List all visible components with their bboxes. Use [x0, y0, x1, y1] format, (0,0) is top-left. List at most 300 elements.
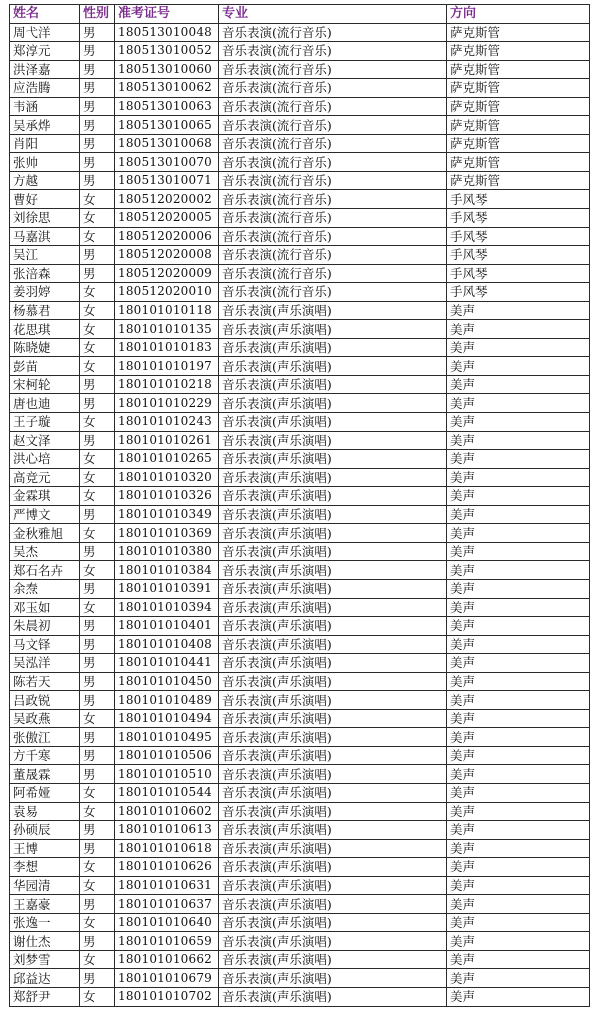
cell-exam-id: 180101010394 [115, 598, 219, 617]
cell-name: 吴江 [10, 246, 80, 265]
cell-direction: 美声 [447, 746, 590, 765]
cell-gender: 女 [80, 227, 115, 246]
header-major: 专业 [219, 5, 447, 24]
cell-major: 音乐表演(声乐演唱) [219, 561, 447, 580]
cell-gender: 男 [80, 672, 115, 691]
table-row [10, 746, 590, 765]
cell-exam-id: 180101010450 [115, 672, 219, 691]
table-row [10, 672, 590, 691]
cell-direction: 手风琴 [447, 209, 590, 228]
cell-major: 音乐表演(声乐演唱) [219, 858, 447, 877]
cell-major: 音乐表演(声乐演唱) [219, 672, 447, 691]
cell-direction: 美声 [447, 987, 590, 1006]
cell-direction: 美声 [447, 431, 590, 450]
table-row [10, 246, 590, 265]
cell-major: 音乐表演(声乐演唱) [219, 691, 447, 710]
cell-exam-id: 180101010510 [115, 765, 219, 784]
table-row [10, 227, 590, 246]
cell-name: 张帅 [10, 153, 80, 172]
cell-gender: 男 [80, 839, 115, 858]
cell-direction: 美声 [447, 858, 590, 877]
cell-direction: 美声 [447, 969, 590, 988]
cell-exam-id: 180513010063 [115, 97, 219, 116]
cell-direction: 手风琴 [447, 190, 590, 209]
table-row [10, 357, 590, 376]
cell-name: 宋柯轮 [10, 375, 80, 394]
cell-direction: 美声 [447, 598, 590, 617]
cell-major: 音乐表演(声乐演唱) [219, 320, 447, 339]
table-row [10, 320, 590, 339]
cell-major: 音乐表演(声乐演唱) [219, 969, 447, 988]
cell-gender: 女 [80, 858, 115, 877]
cell-name: 赵文泽 [10, 431, 80, 450]
cell-name: 郑舒尹 [10, 987, 80, 1006]
cell-name: 吴政燕 [10, 709, 80, 728]
table-row [10, 468, 590, 487]
cell-name: 邓玉如 [10, 598, 80, 617]
cell-exam-id: 180513010068 [115, 134, 219, 153]
table-row [10, 783, 590, 802]
cell-gender: 男 [80, 60, 115, 79]
cell-name: 彭苗 [10, 357, 80, 376]
table-header [10, 5, 590, 24]
table-row [10, 561, 590, 580]
cell-direction: 美声 [447, 320, 590, 339]
cell-major: 音乐表演(声乐演唱) [219, 579, 447, 598]
table-row [10, 709, 590, 728]
cell-major: 音乐表演(流行音乐) [219, 134, 447, 153]
cell-major: 音乐表演(声乐演唱) [219, 802, 447, 821]
cell-exam-id: 180101010702 [115, 987, 219, 1006]
cell-major: 音乐表演(声乐演唱) [219, 357, 447, 376]
cell-direction: 美声 [447, 468, 590, 487]
cell-exam-id: 180101010544 [115, 783, 219, 802]
table-row [10, 524, 590, 543]
cell-exam-id: 180101010408 [115, 635, 219, 654]
cell-name: 吕政锐 [10, 691, 80, 710]
cell-gender: 女 [80, 913, 115, 932]
table-row [10, 153, 590, 172]
cell-name: 朱晨初 [10, 617, 80, 636]
cell-name: 周弋洋 [10, 23, 80, 42]
cell-gender: 男 [80, 505, 115, 524]
cell-direction: 手风琴 [447, 264, 590, 283]
table-row [10, 821, 590, 840]
table-row [10, 635, 590, 654]
cell-name: 华园清 [10, 876, 80, 895]
candidate-list-document [9, 4, 589, 1007]
cell-major: 音乐表演(声乐演唱) [219, 783, 447, 802]
table-row [10, 987, 590, 1006]
table-row [10, 338, 590, 357]
cell-gender: 女 [80, 413, 115, 432]
cell-exam-id: 180101010349 [115, 505, 219, 524]
cell-exam-id: 180101010118 [115, 301, 219, 320]
cell-gender: 男 [80, 116, 115, 135]
cell-major: 音乐表演(声乐演唱) [219, 895, 447, 914]
header-gender: 性别 [80, 5, 115, 24]
cell-gender: 男 [80, 42, 115, 61]
table-row [10, 691, 590, 710]
cell-direction: 美声 [447, 802, 590, 821]
cell-major: 音乐表演(流行音乐) [219, 79, 447, 98]
cell-gender: 男 [80, 635, 115, 654]
table-row [10, 913, 590, 932]
cell-gender: 男 [80, 375, 115, 394]
cell-direction: 美声 [447, 709, 590, 728]
cell-name: 张傲江 [10, 728, 80, 747]
cell-gender: 男 [80, 246, 115, 265]
table-row [10, 97, 590, 116]
cell-major: 音乐表演(流行音乐) [219, 209, 447, 228]
table-body [10, 23, 590, 1006]
cell-exam-id: 180101010391 [115, 579, 219, 598]
cell-exam-id: 180512020008 [115, 246, 219, 265]
cell-major: 音乐表演(声乐演唱) [219, 431, 447, 450]
cell-name: 王子璇 [10, 413, 80, 432]
cell-gender: 女 [80, 338, 115, 357]
cell-major: 音乐表演(声乐演唱) [219, 765, 447, 784]
cell-exam-id: 180101010384 [115, 561, 219, 580]
cell-exam-id: 180101010369 [115, 524, 219, 543]
cell-exam-id: 180101010662 [115, 950, 219, 969]
cell-gender: 女 [80, 561, 115, 580]
cell-gender: 男 [80, 932, 115, 951]
table-row [10, 617, 590, 636]
cell-major: 音乐表演(声乐演唱) [219, 728, 447, 747]
cell-exam-id: 180513010060 [115, 60, 219, 79]
cell-direction: 萨克斯管 [447, 60, 590, 79]
cell-major: 音乐表演(流行音乐) [219, 264, 447, 283]
cell-direction: 美声 [447, 876, 590, 895]
cell-name: 余焘 [10, 579, 80, 598]
cell-major: 音乐表演(流行音乐) [219, 116, 447, 135]
cell-gender: 男 [80, 79, 115, 98]
cell-name: 郑石名卉 [10, 561, 80, 580]
table-row [10, 950, 590, 969]
cell-major: 音乐表演(流行音乐) [219, 246, 447, 265]
cell-gender: 女 [80, 876, 115, 895]
table-row [10, 450, 590, 469]
cell-exam-id: 180101010218 [115, 375, 219, 394]
cell-major: 音乐表演(声乐演唱) [219, 542, 447, 561]
cell-name: 洪泽嘉 [10, 60, 80, 79]
cell-exam-id: 180512020005 [115, 209, 219, 228]
table-row [10, 301, 590, 320]
cell-exam-id: 180513010071 [115, 171, 219, 190]
cell-major: 音乐表演(声乐演唱) [219, 950, 447, 969]
cell-gender: 男 [80, 654, 115, 673]
cell-exam-id: 180101010320 [115, 468, 219, 487]
cell-direction: 美声 [447, 783, 590, 802]
table-row [10, 876, 590, 895]
cell-major: 音乐表演(声乐演唱) [219, 654, 447, 673]
cell-direction: 美声 [447, 950, 590, 969]
table-row [10, 23, 590, 42]
cell-direction: 萨克斯管 [447, 23, 590, 42]
cell-major: 音乐表演(声乐演唱) [219, 450, 447, 469]
cell-name: 花思琪 [10, 320, 80, 339]
table-row [10, 413, 590, 432]
cell-exam-id: 180512020009 [115, 264, 219, 283]
cell-gender: 女 [80, 709, 115, 728]
cell-major: 音乐表演(流行音乐) [219, 97, 447, 116]
cell-major: 音乐表演(声乐演唱) [219, 987, 447, 1006]
cell-direction: 美声 [447, 617, 590, 636]
cell-exam-id: 180101010197 [115, 357, 219, 376]
cell-name: 阿希娅 [10, 783, 80, 802]
cell-gender: 女 [80, 950, 115, 969]
cell-direction: 美声 [447, 821, 590, 840]
cell-name: 韦涵 [10, 97, 80, 116]
cell-major: 音乐表演(声乐演唱) [219, 876, 447, 895]
cell-direction: 美声 [447, 505, 590, 524]
cell-name: 吴杰 [10, 542, 80, 561]
cell-name: 刘徐思 [10, 209, 80, 228]
header-row [10, 5, 590, 24]
cell-name: 董晟霖 [10, 765, 80, 784]
cell-direction: 美声 [447, 932, 590, 951]
cell-direction: 美声 [447, 579, 590, 598]
cell-exam-id: 180101010380 [115, 542, 219, 561]
cell-exam-id: 180101010506 [115, 746, 219, 765]
cell-direction: 美声 [447, 375, 590, 394]
table-row [10, 171, 590, 190]
cell-direction: 美声 [447, 765, 590, 784]
cell-name: 王嘉豪 [10, 895, 80, 914]
cell-exam-id: 180513010052 [115, 42, 219, 61]
cell-direction: 美声 [447, 394, 590, 413]
cell-exam-id: 180101010613 [115, 821, 219, 840]
cell-gender: 女 [80, 283, 115, 302]
cell-exam-id: 180101010602 [115, 802, 219, 821]
cell-exam-id: 180101010489 [115, 691, 219, 710]
cell-name: 王博 [10, 839, 80, 858]
cell-exam-id: 180512020006 [115, 227, 219, 246]
header-exam-id: 准考证号 [115, 5, 219, 24]
cell-direction: 萨克斯管 [447, 153, 590, 172]
cell-major: 音乐表演(声乐演唱) [219, 839, 447, 858]
cell-direction: 美声 [447, 728, 590, 747]
table-row [10, 190, 590, 209]
cell-major: 音乐表演(流行音乐) [219, 42, 447, 61]
cell-name: 洪心培 [10, 450, 80, 469]
table-row [10, 858, 590, 877]
cell-direction: 美声 [447, 542, 590, 561]
cell-major: 音乐表演(声乐演唱) [219, 338, 447, 357]
cell-direction: 美声 [447, 895, 590, 914]
cell-direction: 美声 [447, 913, 590, 932]
cell-name: 郑淳元 [10, 42, 80, 61]
table-row [10, 765, 590, 784]
cell-direction: 美声 [447, 839, 590, 858]
candidate-table [9, 4, 590, 1007]
cell-direction: 美声 [447, 635, 590, 654]
cell-major: 音乐表演(声乐演唱) [219, 709, 447, 728]
cell-exam-id: 180101010640 [115, 913, 219, 932]
cell-exam-id: 180101010626 [115, 858, 219, 877]
cell-major: 音乐表演(流行音乐) [219, 283, 447, 302]
cell-major: 音乐表演(声乐演唱) [219, 487, 447, 506]
table-row [10, 802, 590, 821]
cell-name: 邱益达 [10, 969, 80, 988]
cell-gender: 男 [80, 579, 115, 598]
table-row [10, 839, 590, 858]
cell-gender: 男 [80, 691, 115, 710]
cell-name: 金霖琪 [10, 487, 80, 506]
cell-gender: 男 [80, 97, 115, 116]
header-name: 姓名 [10, 5, 80, 24]
table-row [10, 394, 590, 413]
cell-gender: 女 [80, 524, 115, 543]
cell-gender: 男 [80, 746, 115, 765]
cell-direction: 美声 [447, 561, 590, 580]
cell-major: 音乐表演(声乐演唱) [219, 413, 447, 432]
cell-exam-id: 180101010495 [115, 728, 219, 747]
cell-direction: 美声 [447, 672, 590, 691]
cell-name: 谢仕杰 [10, 932, 80, 951]
cell-name: 方越 [10, 171, 80, 190]
cell-major: 音乐表演(流行音乐) [219, 227, 447, 246]
cell-major: 音乐表演(声乐演唱) [219, 617, 447, 636]
cell-exam-id: 180101010183 [115, 338, 219, 357]
table-row [10, 505, 590, 524]
cell-direction: 萨克斯管 [447, 42, 590, 61]
table-row [10, 654, 590, 673]
cell-exam-id: 180513010065 [115, 116, 219, 135]
cell-gender: 男 [80, 617, 115, 636]
table-row [10, 542, 590, 561]
cell-exam-id: 180513010048 [115, 23, 219, 42]
cell-gender: 男 [80, 23, 115, 42]
cell-name: 高竞元 [10, 468, 80, 487]
cell-gender: 女 [80, 987, 115, 1006]
cell-exam-id: 180101010618 [115, 839, 219, 858]
cell-gender: 男 [80, 171, 115, 190]
cell-name: 金秋雅旭 [10, 524, 80, 543]
cell-name: 刘梦雪 [10, 950, 80, 969]
cell-direction: 手风琴 [447, 227, 590, 246]
cell-direction: 美声 [447, 338, 590, 357]
cell-major: 音乐表演(流行音乐) [219, 171, 447, 190]
cell-name: 陈若天 [10, 672, 80, 691]
cell-name: 应浩腾 [10, 79, 80, 98]
cell-direction: 美声 [447, 654, 590, 673]
cell-major: 音乐表演(声乐演唱) [219, 598, 447, 617]
table-row [10, 283, 590, 302]
cell-direction: 萨克斯管 [447, 134, 590, 153]
cell-exam-id: 180101010659 [115, 932, 219, 951]
cell-name: 袁易 [10, 802, 80, 821]
cell-gender: 女 [80, 802, 115, 821]
table-row [10, 895, 590, 914]
table-row [10, 116, 590, 135]
cell-exam-id: 180101010679 [115, 969, 219, 988]
cell-name: 杨慕君 [10, 301, 80, 320]
cell-gender: 男 [80, 969, 115, 988]
cell-major: 音乐表演(声乐演唱) [219, 635, 447, 654]
cell-name: 吴承烨 [10, 116, 80, 135]
table-row [10, 134, 590, 153]
cell-major: 音乐表演(声乐演唱) [219, 932, 447, 951]
cell-gender: 女 [80, 450, 115, 469]
cell-gender: 男 [80, 264, 115, 283]
cell-name: 唐也迪 [10, 394, 80, 413]
cell-name: 孙硕辰 [10, 821, 80, 840]
cell-exam-id: 180101010631 [115, 876, 219, 895]
cell-exam-id: 180101010441 [115, 654, 219, 673]
table-row [10, 209, 590, 228]
cell-major: 音乐表演(声乐演唱) [219, 375, 447, 394]
cell-direction: 手风琴 [447, 283, 590, 302]
cell-major: 音乐表演(声乐演唱) [219, 394, 447, 413]
table-row [10, 264, 590, 283]
cell-gender: 女 [80, 598, 115, 617]
cell-gender: 男 [80, 134, 115, 153]
cell-name: 严博文 [10, 505, 80, 524]
cell-gender: 女 [80, 209, 115, 228]
cell-gender: 女 [80, 320, 115, 339]
table-row [10, 579, 590, 598]
cell-exam-id: 180101010326 [115, 487, 219, 506]
table-row [10, 969, 590, 988]
cell-direction: 美声 [447, 357, 590, 376]
cell-major: 音乐表演(声乐演唱) [219, 821, 447, 840]
cell-name: 姜羽婷 [10, 283, 80, 302]
cell-gender: 男 [80, 895, 115, 914]
table-row [10, 375, 590, 394]
cell-direction: 美声 [447, 524, 590, 543]
cell-direction: 手风琴 [447, 246, 590, 265]
cell-exam-id: 180512020010 [115, 283, 219, 302]
cell-major: 音乐表演(流行音乐) [219, 153, 447, 172]
cell-major: 音乐表演(声乐演唱) [219, 913, 447, 932]
cell-exam-id: 180101010243 [115, 413, 219, 432]
cell-exam-id: 180513010070 [115, 153, 219, 172]
cell-major: 音乐表演(声乐演唱) [219, 505, 447, 524]
cell-gender: 女 [80, 357, 115, 376]
cell-name: 张涪森 [10, 264, 80, 283]
table-row [10, 79, 590, 98]
header-direction: 方向 [447, 5, 590, 24]
cell-gender: 男 [80, 728, 115, 747]
table-row [10, 932, 590, 951]
table-row [10, 728, 590, 747]
cell-gender: 男 [80, 821, 115, 840]
cell-major: 音乐表演(流行音乐) [219, 190, 447, 209]
cell-gender: 女 [80, 468, 115, 487]
cell-exam-id: 180101010229 [115, 394, 219, 413]
cell-exam-id: 180101010135 [115, 320, 219, 339]
cell-exam-id: 180101010401 [115, 617, 219, 636]
cell-major: 音乐表演(声乐演唱) [219, 746, 447, 765]
cell-name: 曹好 [10, 190, 80, 209]
cell-direction: 美声 [447, 301, 590, 320]
cell-exam-id: 180101010637 [115, 895, 219, 914]
cell-exam-id: 180513010062 [115, 79, 219, 98]
cell-name: 张逸一 [10, 913, 80, 932]
cell-major: 音乐表演(流行音乐) [219, 60, 447, 79]
cell-gender: 男 [80, 765, 115, 784]
cell-direction: 美声 [447, 413, 590, 432]
cell-direction: 萨克斯管 [447, 171, 590, 190]
cell-gender: 女 [80, 783, 115, 802]
table-row [10, 431, 590, 450]
cell-direction: 萨克斯管 [447, 116, 590, 135]
cell-major: 音乐表演(声乐演唱) [219, 524, 447, 543]
table-row [10, 598, 590, 617]
cell-exam-id: 180101010494 [115, 709, 219, 728]
